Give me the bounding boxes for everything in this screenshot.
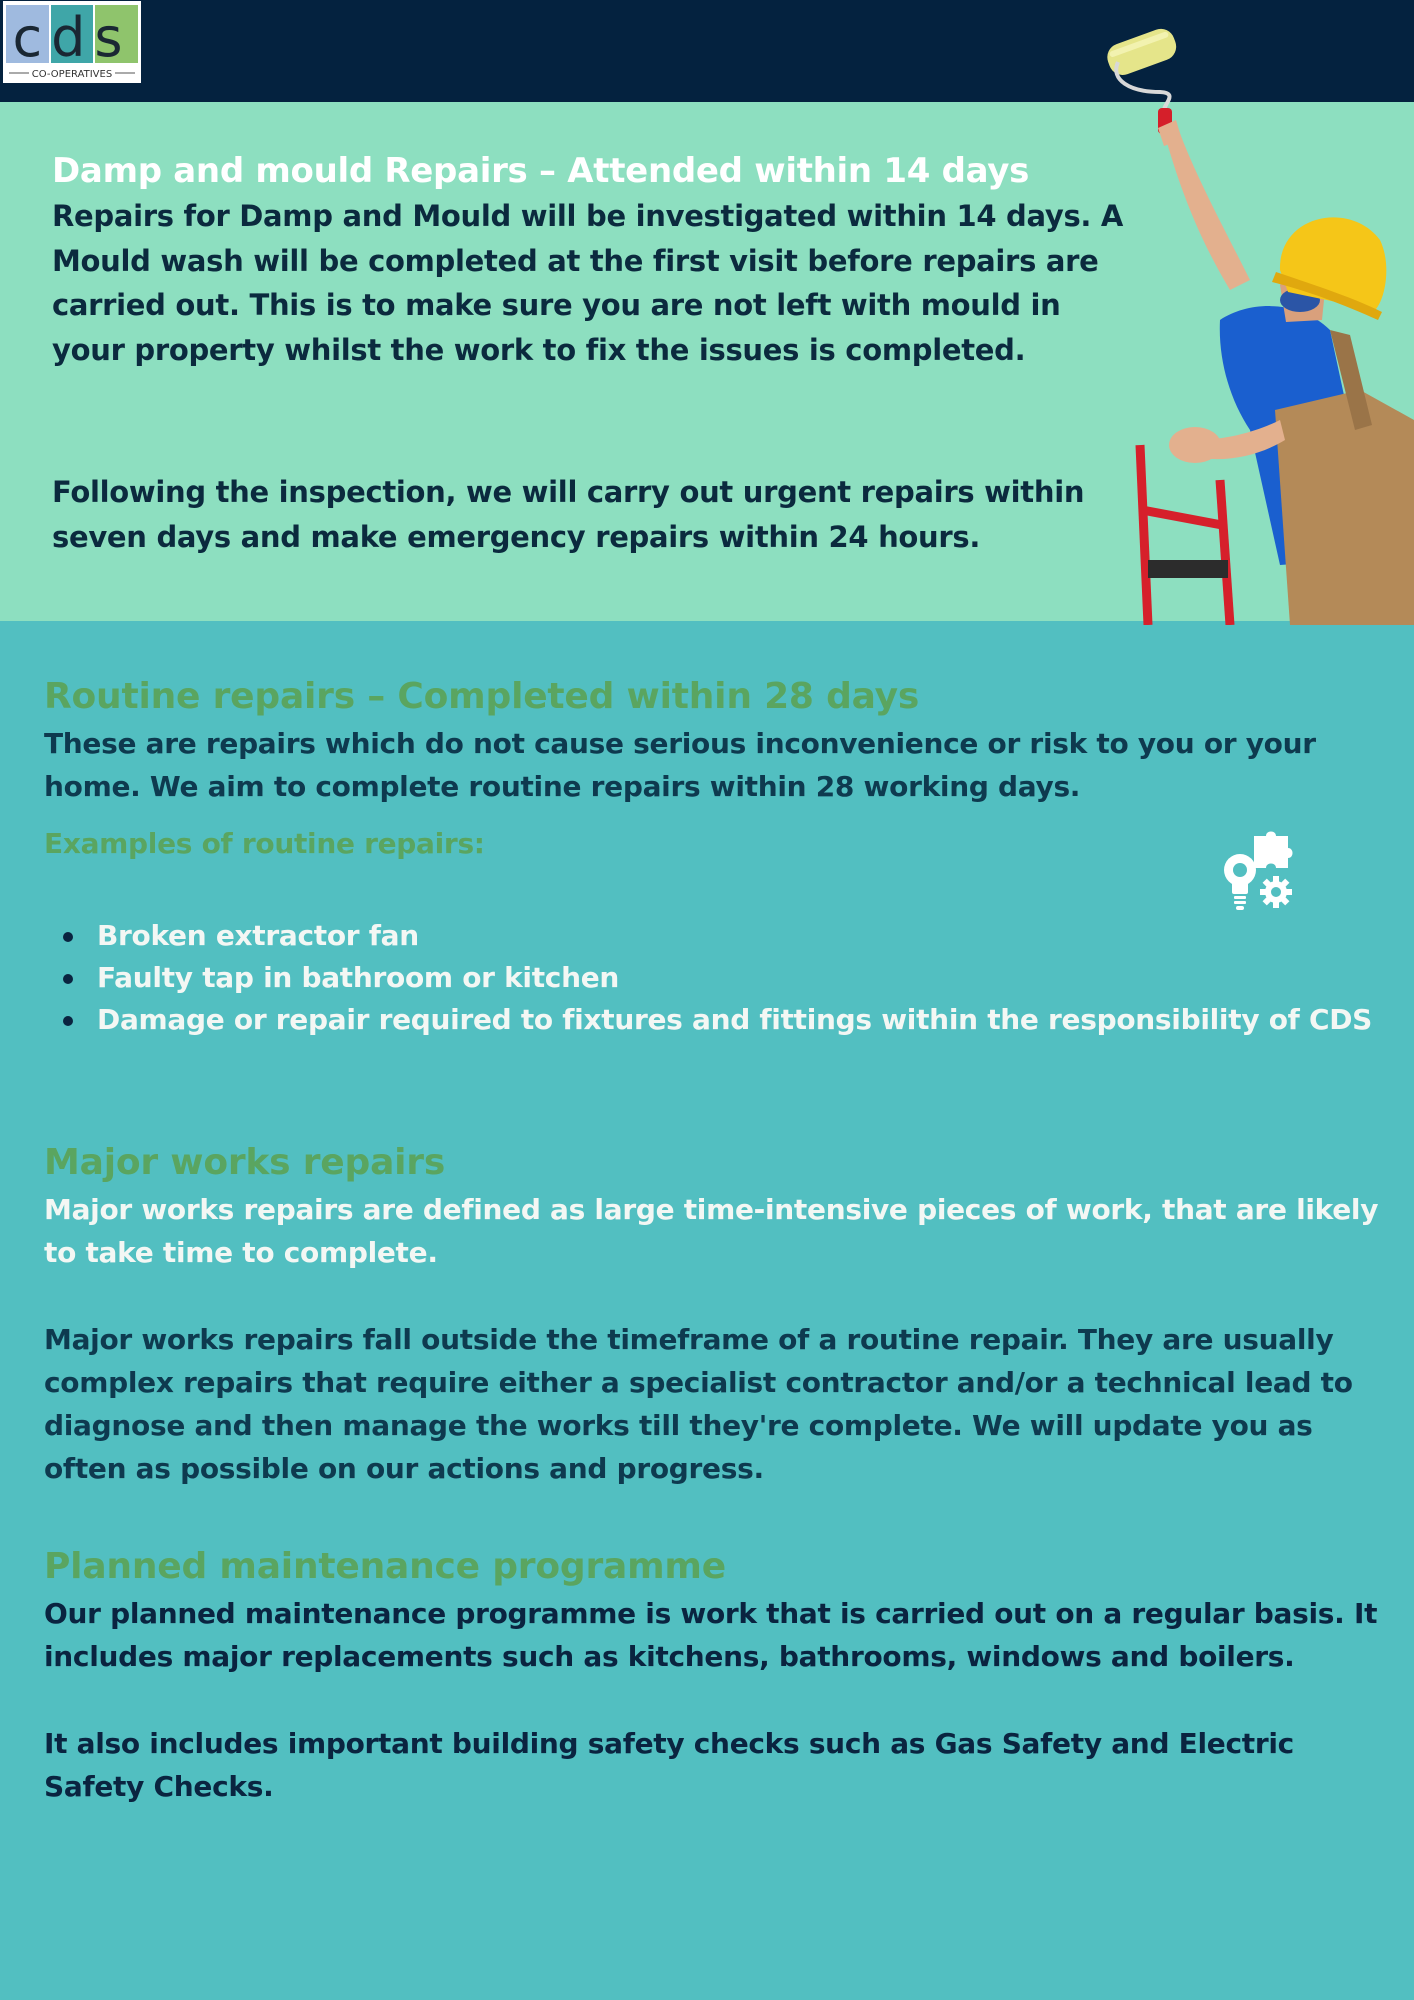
- list-item-text: Faulty tap in bathroom or kitchen: [97, 961, 620, 994]
- list-item-text: Broken extractor fan: [97, 919, 419, 952]
- major-works-intro: Major works repairs are defined as large time-intensive pieces of work, that are likely to take time to complete.: [44, 1193, 1379, 1269]
- damp-mould-followup: Following the inspection, we will carry out urgent repairs within seven days and make emergency repairs within 24 hours.: [52, 475, 1085, 554]
- routine-repairs-body: These are repairs which do not cause serious inconvenience or risk to you or your home. We aim to complete routine repairs within 28 working days.: [44, 727, 1316, 803]
- routine-repairs-section: [44, 672, 1384, 1041]
- list-item-text: Damage or repair required to fixtures and fittings within the responsibility of CDS: [97, 1003, 1373, 1036]
- routine-repairs-title: Routine repairs – Completed within 28 days: [44, 676, 920, 717]
- major-works-section: [44, 1138, 1384, 1490]
- painter-with-roller-illustration: [1100, 0, 1414, 625]
- logo-tagline: CO-OPERATIVES: [31, 69, 113, 80]
- list-item: [44, 957, 1384, 999]
- routine-examples-heading: Examples of routine repairs:: [44, 827, 485, 860]
- bullet-icon: [63, 1016, 73, 1026]
- damp-mould-title: Damp and mould Repairs – Attended within 14 days: [52, 151, 1030, 191]
- major-works-body: Major works repairs fall outside the timeframe of a routine repair. They are usually complex repairs that require either a specialist contractor and/or a technical lead to diagnose and then manage the works till they're complete. We will update you as often as possible on our actions and progress.: [44, 1323, 1353, 1485]
- lightbulb-puzzle-gear-icon: [1220, 830, 1298, 912]
- major-works-title: Major works repairs: [44, 1142, 446, 1183]
- planned-maintenance-body: Our planned maintenance programme is work that is carried out on a regular basis. It includes major replacements such as kitchens, bathrooms, windows and boilers.: [44, 1597, 1378, 1673]
- cds-logo: [3, 1, 141, 83]
- logo-letters: cds: [12, 6, 132, 69]
- planned-maintenance-section: [44, 1542, 1384, 1808]
- list-item: [44, 915, 1384, 957]
- bullet-icon: [63, 974, 73, 984]
- routine-examples-list: [44, 915, 1384, 1041]
- list-item: [44, 999, 1384, 1041]
- damp-mould-body: Repairs for Damp and Mould will be investigated within 14 days. A Mould wash will be completed at the first visit before repairs are carried out. This is to make sure you are not left with mould in your property whilst the work to fix the issues is completed.: [52, 199, 1124, 367]
- planned-maintenance-safety: It also includes important building safety checks such as Gas Safety and Electric Safety Checks.: [44, 1727, 1294, 1803]
- planned-maintenance-title: Planned maintenance programme: [44, 1546, 726, 1587]
- bullet-icon: [63, 932, 73, 942]
